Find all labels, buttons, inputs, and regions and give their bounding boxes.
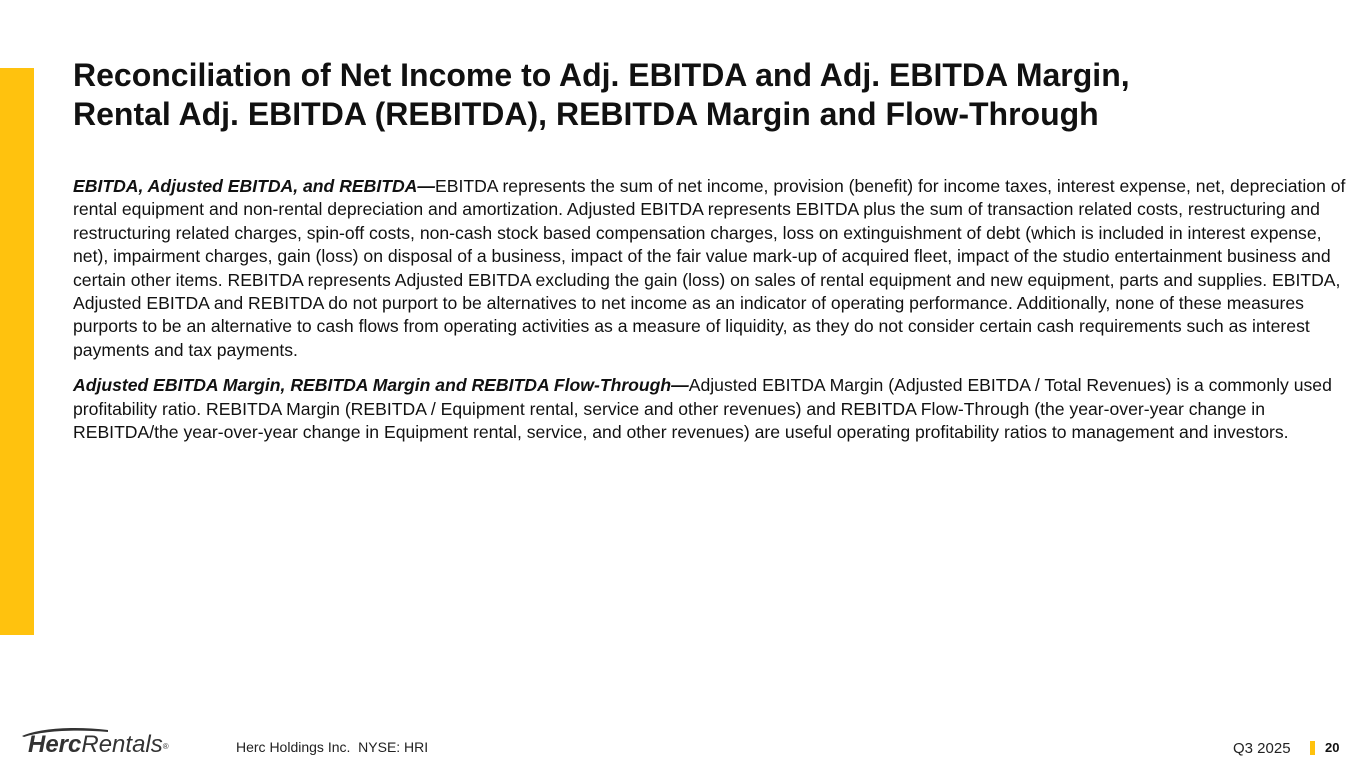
slide-title: [73, 56, 1303, 134]
logo-wordmark: HercRentals®: [28, 731, 169, 758]
paragraph-margin-definition: [73, 374, 1348, 444]
footer-period: Q3 2025: [1233, 740, 1291, 757]
paragraph-text: Adjusted EBITDA Margin (Adjusted EBITDA / Total Revenues) is a commonly used profitability ratio. REBITDA Margin (REBITDA / Equipment rental, service and other revenues) and REBITDA Flow-Through (the year-over-year change in REBITDA/the year-over-year change in Equipment rental, service, and other revenues) are useful operating profitability ratios to management and investors.: [73, 375, 1332, 443]
body-text: [73, 175, 1348, 456]
herc-rentals-logo: [20, 726, 192, 762]
page-number: 20: [1325, 740, 1340, 755]
paragraph-text: EBITDA represents the sum of net income, provision (benefit) for income taxes, interest expense, net, depreciation of rental equipment and non-rental depreciation and amortization. Adjusted EBITDA represents EBITDA plus the sum of transaction related costs, restructuring and restructuring related charges, spin-off costs, non-cash stock based compensation charges, loss on extinguishment of debt (which is included in interest expense, net), impairment charges, gain (loss) on disposal of a business, impact of the fair value mark-up of acquired fleet, impact of the studio entertainment business and certain other items. REBITDA represents Adjusted EBITDA excluding the gain (loss) on sales of rental equipment and new equipment, parts and supplies. EBITDA, Adjusted EBITDA and REBITDA do not purport to be alternatives to net income as an indicator of operating performance. Additionally, none of these measures purports to be an alternative to cash flows from operating activities as a measure of liquidity, as they do not consider certain cash requirements such as interest payments and tax payments.: [73, 176, 1346, 360]
slide-title-line-1: Reconciliation of Net Income to Adj. EBITDA and Adj. EBITDA Margin,: [73, 57, 1130, 93]
paragraph-ebitda-definition: [73, 175, 1348, 362]
footer-company: Herc Holdings Inc. NYSE: HRI: [236, 739, 429, 755]
paragraph-lead: EBITDA, Adjusted EBITDA, and REBITDA—: [73, 176, 435, 196]
paragraph-lead: Adjusted EBITDA Margin, REBITDA Margin and REBITDA Flow-Through—: [73, 375, 689, 396]
accent-bar: [0, 68, 34, 635]
slide-title-line-2: Rental Adj. EBITDA (REBITDA), REBITDA Margin and Flow-Through: [73, 96, 1099, 132]
page-marker: [1310, 741, 1315, 755]
